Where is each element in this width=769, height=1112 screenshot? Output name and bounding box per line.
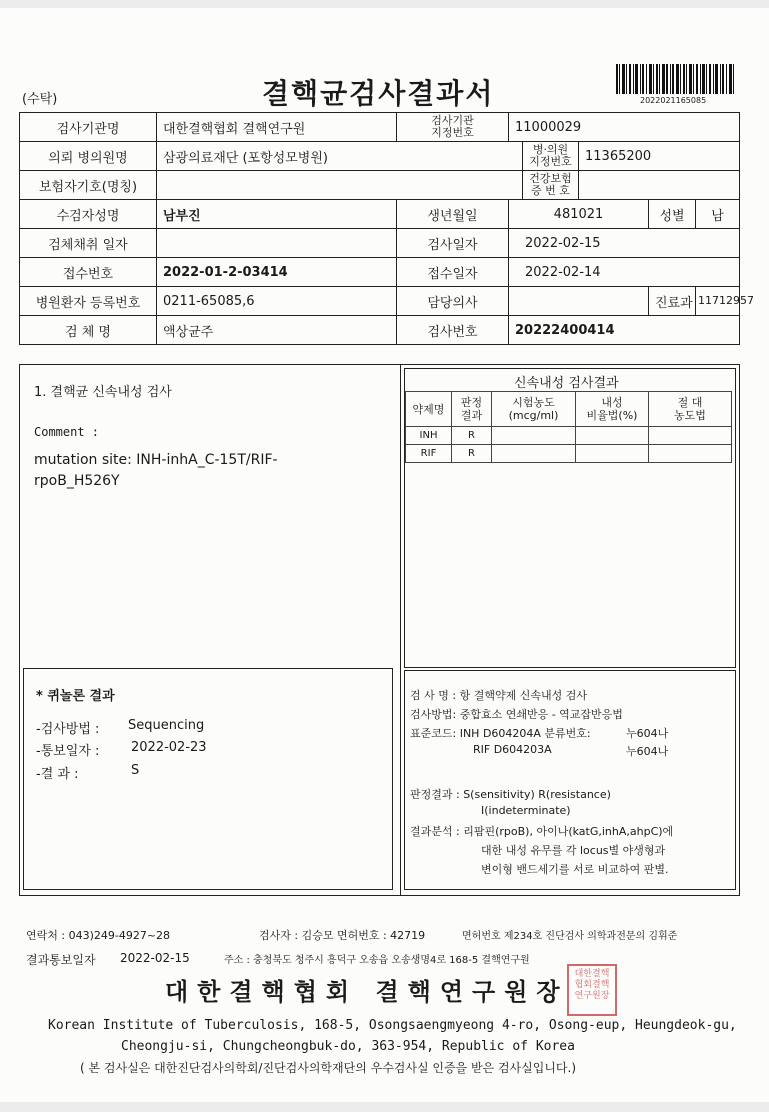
dept-value: 11712957 (696, 287, 740, 316)
hospital-id: 11365200 (579, 142, 740, 171)
code-line-1-class: 누604나 (626, 727, 669, 740)
table-row (406, 445, 732, 463)
test-no: 20222400414 (509, 316, 740, 345)
specimen-label: 검 체 명 (20, 316, 157, 345)
lab-id-label: 검사기관 지정번호 (397, 113, 509, 142)
code-line-2-class: 누604나 (626, 745, 669, 758)
sex-value: 남 (696, 200, 740, 229)
address-en-1: Korean Institute of Tuberculosis, 168-5, Osongsaengmyeong 4-ro, Osong-eup, Heungdeok-gu, (48, 1018, 737, 1033)
test-date-label: 검사일자 (397, 229, 509, 258)
result-label: -결 과 : (36, 767, 79, 782)
drug-name: RIF (406, 445, 452, 463)
mutation-line-1: mutation site: INH-inhA_C-15T/RIF- (34, 452, 278, 468)
test-no-label: 검사번호 (397, 316, 509, 345)
quinolone-title: * 퀴놀론 결과 (36, 689, 115, 704)
lab-name: 대한결핵협회 결핵연구원 (157, 113, 397, 142)
certification-note: ( 본 검사실은 대한진단검사의학회/진단검사의학재단의 우수검사실 인증을 받은 검사실입니다.) (80, 1061, 577, 1075)
receipt-date: 2022-02-14 (509, 258, 740, 287)
collect-date-label: 검체채취 일자 (20, 229, 157, 258)
health-card-value (579, 171, 740, 200)
judge-line-1: 판정결과 : S(sensitivity) R(resistance) (410, 788, 611, 801)
contact: 연락처 : 043)249-4927~28 (26, 929, 171, 942)
patient-info-table (19, 112, 754, 345)
analysis-line-1: 결과분석 : 리팜핀(rpoB), 아이나(katG,inhA,ahpC)에 (410, 825, 674, 838)
test-date: 2022-02-15 (509, 229, 740, 258)
document-title: 결핵균검사결과서 (262, 77, 495, 110)
mutation-line-2: rpoB_H526Y (34, 473, 120, 489)
analysis-line-2: 대한 내성 유무를 각 locus별 야생형과 (481, 844, 666, 857)
method-line: 검사방법: 중합효소 연쇄반응 - 역교잡반응법 (410, 708, 623, 721)
insured-value (157, 171, 523, 200)
judge-value: R (452, 445, 492, 463)
specialist: 면허번호 제234호 진단검사 의학과전문의 김휘준 (462, 931, 678, 942)
birth-date: 481021 (509, 200, 649, 229)
chart-no-label: 병원환자 등록번호 (20, 287, 157, 316)
code-line-2: RIF D604203A (473, 743, 552, 756)
test-name-line: 검 사 명 : 항 결핵약제 신속내성 검사 (410, 689, 587, 702)
barcode (616, 64, 734, 94)
organization-name: 대한결핵협회 결핵연구원장 (165, 977, 569, 1006)
doctor-label: 담당의사 (397, 287, 509, 316)
sex-label: 성별 (649, 200, 696, 229)
receipt-no-label: 접수번호 (20, 258, 157, 287)
insured-label: 보험자기호(명칭) (20, 171, 157, 200)
notice-date: 2022-02-15 (120, 951, 190, 965)
lab-name-label: 검사기관명 (20, 113, 157, 142)
method-value: Sequencing (128, 718, 205, 733)
judge-line-2: I(indeterminate) (481, 804, 571, 817)
copy-tag: (수탁) (22, 92, 58, 107)
hospital-id-label: 병·의원 지정번호 (523, 142, 579, 171)
judge-value: R (452, 427, 492, 445)
patient-name-label: 수검자성명 (20, 200, 157, 229)
col-judge: 판정 결과 (452, 392, 492, 427)
health-card-label: 건강보험 증 번 호 (523, 171, 579, 200)
patient-name: 남부진 (157, 200, 397, 229)
report-date-label: -통보일자 : (36, 744, 100, 759)
col-ratio: 내성 비율법(%) (576, 392, 649, 427)
birth-label: 생년월일 (397, 200, 509, 229)
result-value: S (131, 763, 140, 778)
receipt-date-label: 접수일자 (397, 258, 509, 287)
col-concentration: 시험농도 (mcg/ml) (492, 392, 576, 427)
resistance-table (405, 391, 732, 463)
examiner: 검사자 : 김승모 면허번호 : 42719 (259, 929, 426, 942)
drug-name: INH (406, 427, 452, 445)
specimen-value: 액상균주 (157, 316, 397, 345)
analysis-line-3: 변이형 밴드세기를 서로 비교하여 판별. (481, 863, 669, 876)
barcode-number: 2022021165085 (640, 96, 707, 105)
chart-no: 0211-65085,6 (157, 287, 397, 316)
col-absolute: 절 대 농도법 (649, 392, 732, 427)
section-title: 1. 결핵균 신속내성 검사 (34, 385, 172, 400)
hospital-name: 삼광의료재단 (포항성모병원) (157, 142, 523, 171)
comment-label: Comment : (34, 425, 100, 439)
receipt-no: 2022-01-2-03414 (157, 258, 397, 287)
method-label: -검사방법 : (36, 722, 100, 737)
lab-id: 11000029 (509, 113, 740, 142)
hospital-label: 의뢰 병의원명 (20, 142, 157, 171)
dept-label: 진료과 (649, 287, 696, 316)
doctor-value (509, 287, 649, 316)
table-row (406, 427, 732, 445)
official-seal: 대한결핵 협회결핵 연구원장 (567, 964, 617, 1016)
notice-date-label: 결과통보일자 (26, 953, 96, 967)
col-drug: 약제명 (406, 392, 452, 427)
collect-date (157, 229, 397, 258)
result-title: 신속내성 검사결과 (514, 376, 619, 391)
code-line-1: 표준코드: INH D604204A 분류번호: (410, 727, 591, 740)
report-date: 2022-02-23 (131, 740, 207, 755)
address-en-2: Cheongju-si, Chungcheongbuk-do, 363-954, Republic of Korea (121, 1039, 575, 1054)
address-kr: 주소 : 충청북도 청주시 흥덕구 오송읍 오송생명4로 168-5 결핵연구원 (224, 955, 530, 966)
